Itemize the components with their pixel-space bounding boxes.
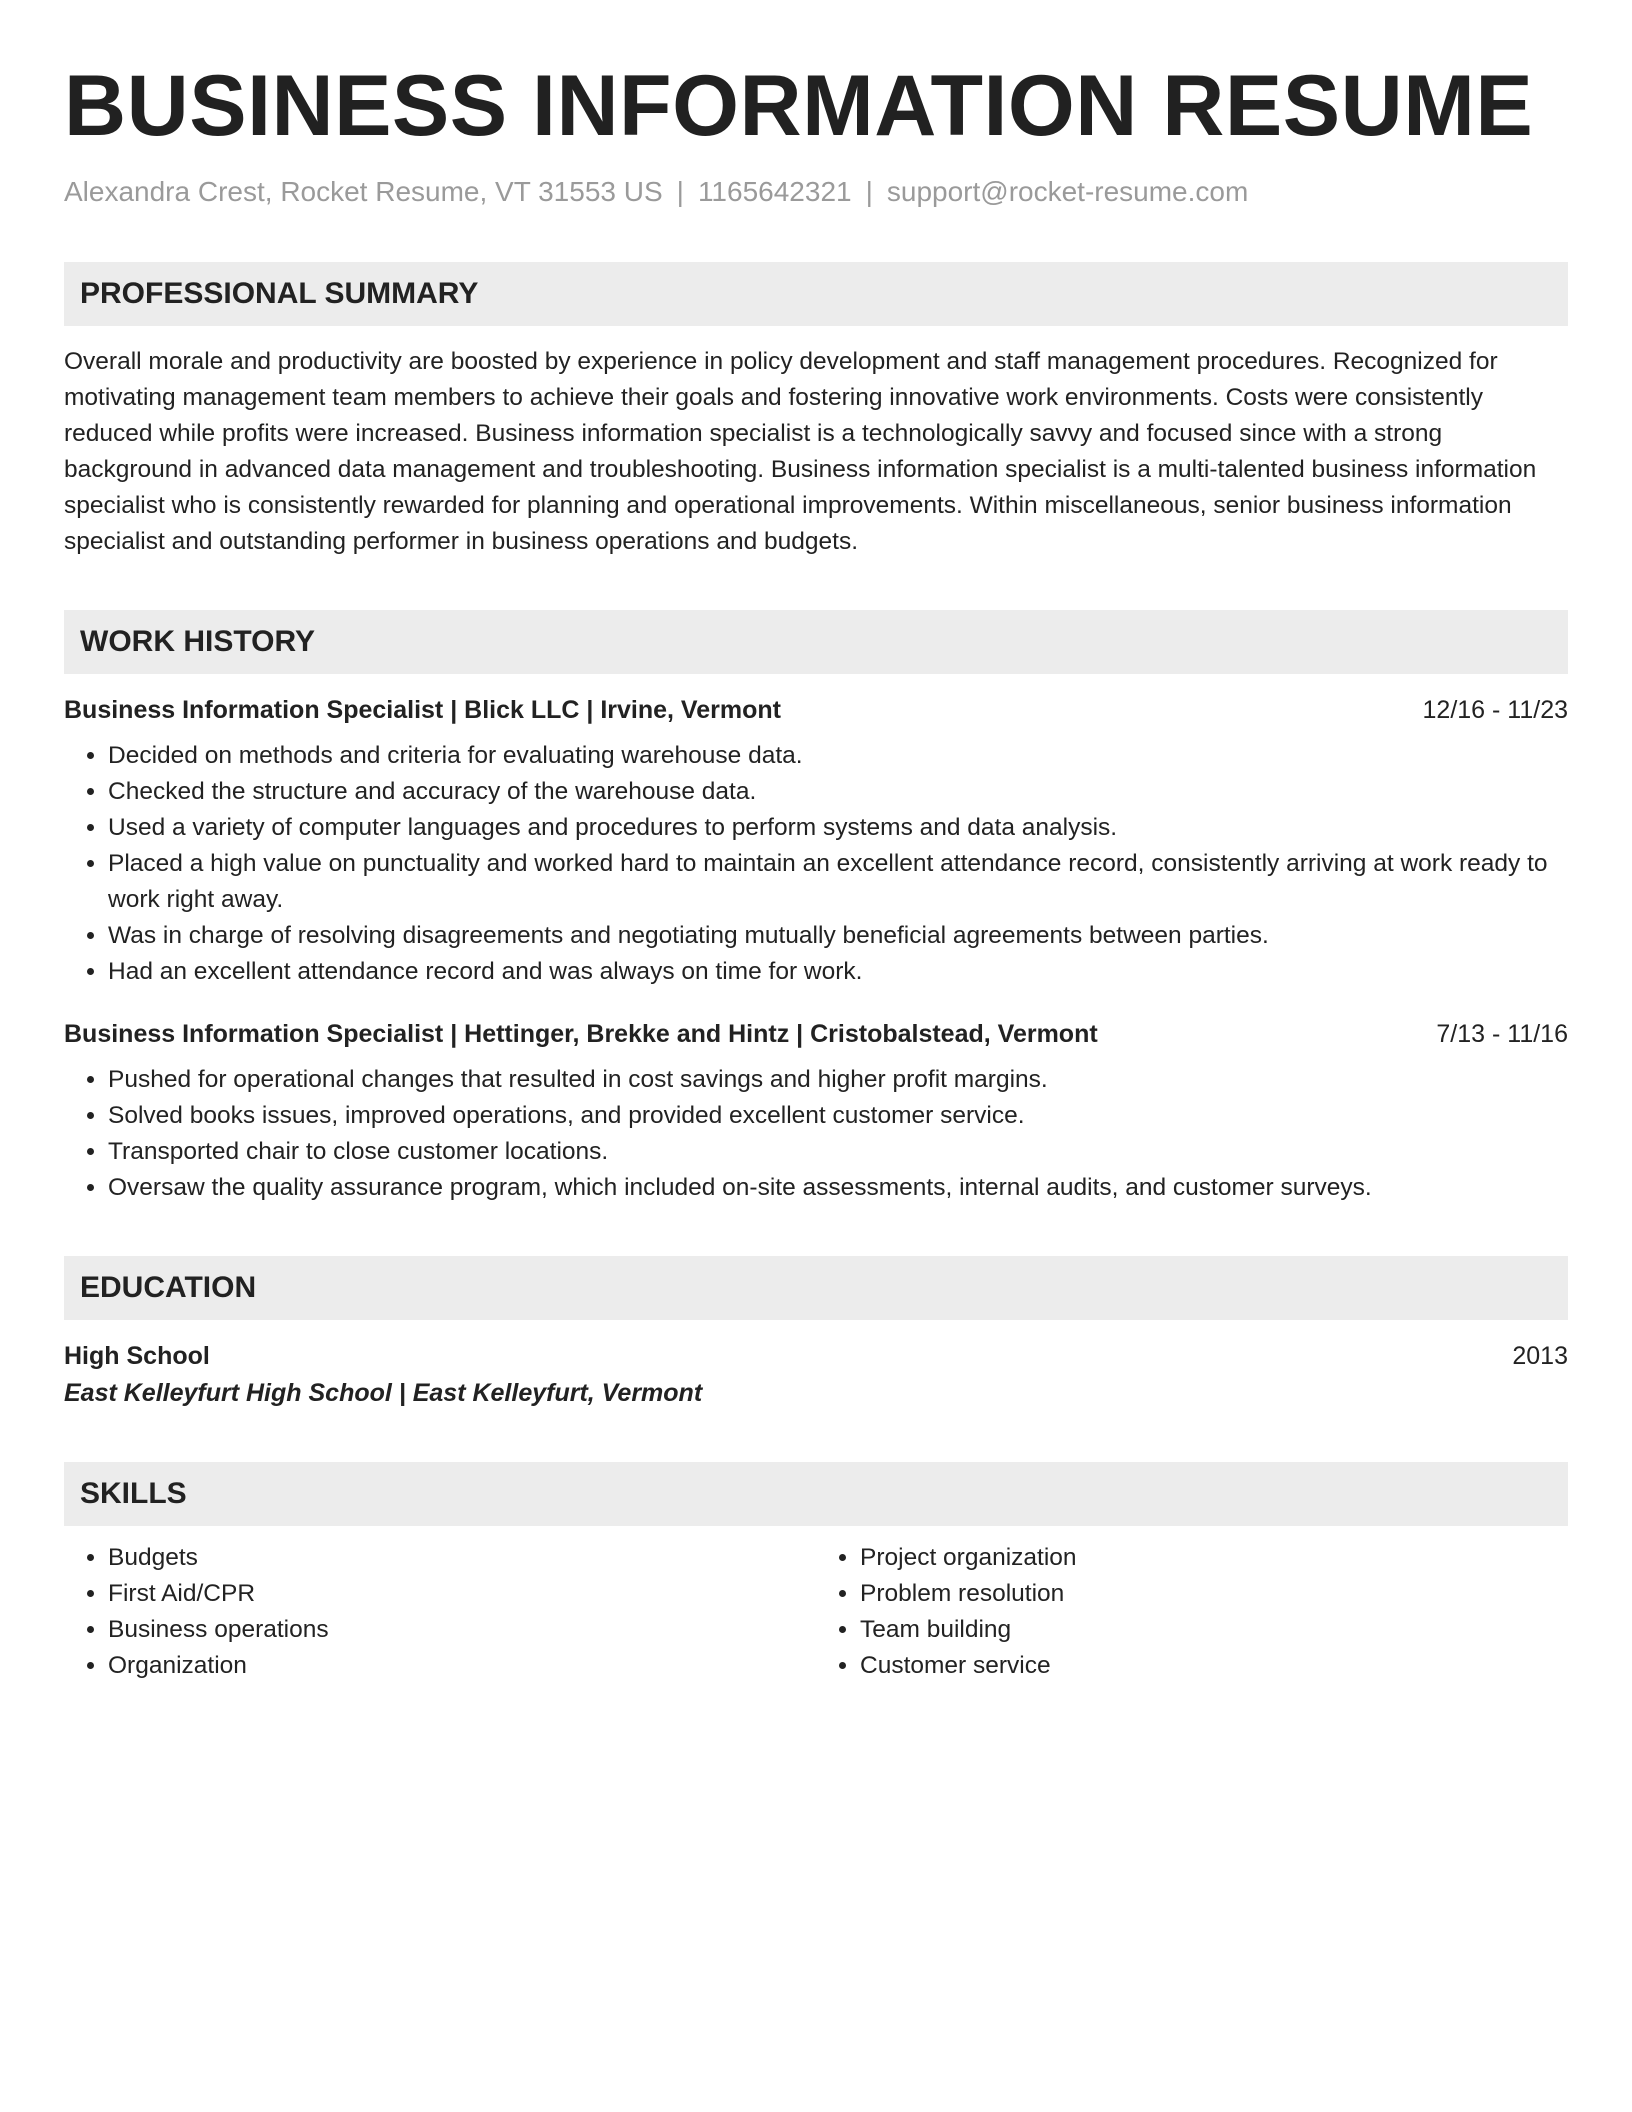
section-heading-education: EDUCATION xyxy=(64,1256,1568,1320)
list-item: • Transported chair to close customer locations. xyxy=(108,1134,1568,1170)
section-heading-summary: PROFESSIONAL SUMMARY xyxy=(64,262,1568,326)
list-item: • Decided on methods and criteria for evaluating warehouse data. xyxy=(108,738,1568,774)
education-header xyxy=(64,1338,1568,1374)
education-degree: High School xyxy=(64,1342,210,1370)
job-entry xyxy=(64,1016,1568,1206)
list-item: • Pushed for operational changes that resulted in cost savings and higher profit margins. xyxy=(108,1062,1568,1098)
list-item: • Project organization xyxy=(860,1540,1568,1576)
list-item: • Budgets xyxy=(108,1540,816,1576)
job-entry xyxy=(64,692,1568,990)
section-heading-work-history: WORK HISTORY xyxy=(64,610,1568,674)
skills-columns xyxy=(64,1540,1568,1684)
resume-title: BUSINESS INFORMATION RESUME xyxy=(64,58,1534,154)
list-item: • Had an excellent attendance record and was always on time for work. xyxy=(108,954,1568,990)
list-item: • Placed a high value on punctuality and worked hard to maintain an excellent attendance record, consistently arriving at work ready to work right away. xyxy=(108,846,1568,918)
contact-address: Alexandra Crest, Rocket Resume, VT 31553 US xyxy=(64,176,663,207)
job-dates: 7/13 - 11/16 xyxy=(1436,1020,1568,1048)
education-year: 2013 xyxy=(1512,1342,1568,1370)
contact-separator: | xyxy=(676,176,684,207)
job-bullets xyxy=(64,1062,1568,1206)
list-item: • Problem resolution xyxy=(860,1576,1568,1612)
education-school: East Kelleyfurt High School | East Kelleyfurt, Vermont xyxy=(64,1379,703,1407)
list-item: • First Aid/CPR xyxy=(108,1576,816,1612)
job-title: Business Information Specialist | Hettinger, Brekke and Hintz | Cristobalstead, Vermont xyxy=(64,1020,1098,1048)
contact-email: support@rocket-resume.com xyxy=(886,176,1249,207)
skills-list-left xyxy=(64,1540,816,1684)
summary-text: Overall morale and productivity are boosted by experience in policy development and staff management procedures. Recognized for motivating management team members to achieve their goals and fostering innovative work environments. Costs were consistently reduced while profits were increased. Business information specialist is a technologically savvy and focused since with a strong background in advanced data management and troubleshooting. Business information specialist is a multi-talented business information specialist who is consistently rewarded for planning and operational improvements. Within miscellaneous, senior business information specialist and outstanding performer in business operations and budgets. xyxy=(64,348,1537,555)
list-item: • Business operations xyxy=(108,1612,816,1648)
job-bullets xyxy=(64,738,1568,990)
job-dates: 12/16 - 11/23 xyxy=(1422,696,1568,724)
skills-list-right xyxy=(816,1540,1568,1684)
list-item: • Organization xyxy=(108,1648,816,1684)
list-item: • Checked the structure and accuracy of the warehouse data. xyxy=(108,774,1568,810)
contact-line xyxy=(64,174,1568,210)
job-header xyxy=(64,1016,1568,1052)
list-item: • Solved books issues, improved operations, and provided excellent customer service. xyxy=(108,1098,1568,1134)
list-item: • Was in charge of resolving disagreements and negotiating mutually beneficial agreements between parties. xyxy=(108,918,1568,954)
list-item: • Team building xyxy=(860,1612,1568,1648)
job-header xyxy=(64,692,1568,728)
list-item: • Oversaw the quality assurance program, which included on-site assessments, internal audits, and customer surveys. xyxy=(108,1170,1568,1206)
job-title: Business Information Specialist | Blick LLC | Irvine, Vermont xyxy=(64,696,781,724)
section-heading-skills: SKILLS xyxy=(64,1462,1568,1526)
list-item: • Customer service xyxy=(860,1648,1568,1684)
contact-separator: | xyxy=(865,176,873,207)
contact-phone: 1165642321 xyxy=(697,176,852,207)
list-item: • Used a variety of computer languages and procedures to perform systems and data analysis. xyxy=(108,810,1568,846)
